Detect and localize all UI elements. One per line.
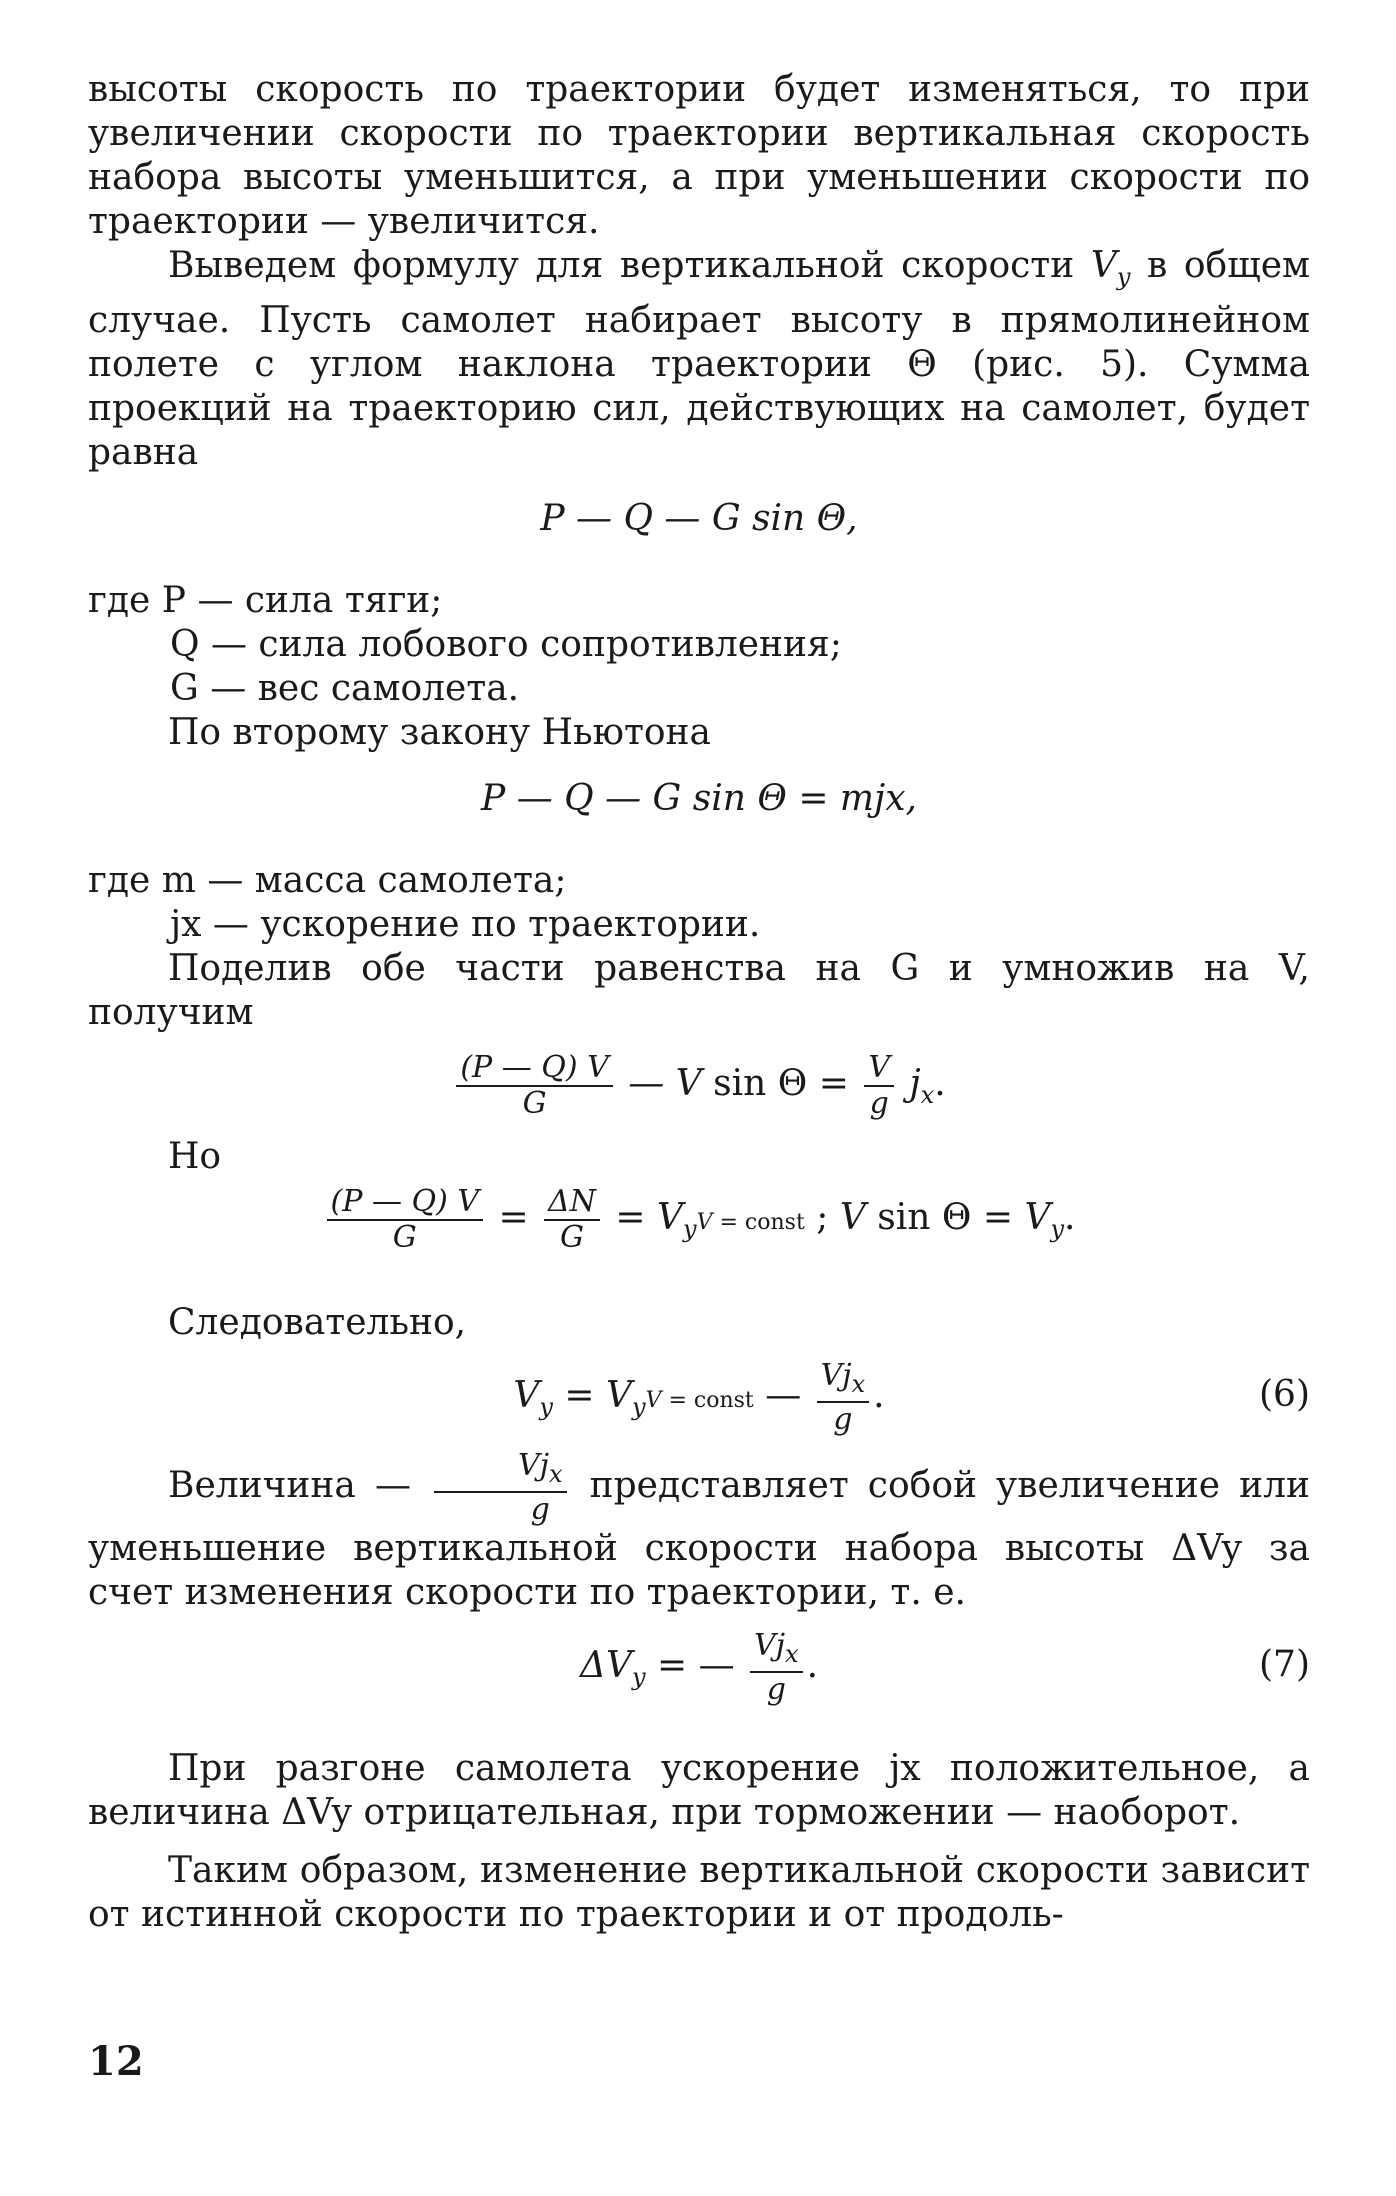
paragraph-acceleration: При разгоне самолета ускорение jx положительное, а величина ΔVy отрицательная, при торможении — наоборот. [88, 1748, 1310, 1834]
equation-7: $\Delta V_y$ = — $\frac{Vj_x}{g}$ . (7) [579, 1628, 1310, 1708]
paragraph-but: Но [168, 1136, 222, 1178]
equation-number-6: (6) [1259, 1374, 1310, 1416]
definition-thrust: где P — сила тяги; [88, 580, 443, 622]
equation-number-7: (7) [1259, 1644, 1310, 1686]
page-number: 12 [88, 2038, 144, 2085]
definition-weight: G — вес самолета. [170, 668, 520, 710]
definition-mass: где m — масса самолета; [88, 860, 567, 902]
equation-sum-forces: P — Q — G sin Θ, [540, 498, 858, 540]
page-body [88, 68, 1310, 1937]
equation-newton: P — Q — G sin Θ = mjx, [481, 778, 917, 820]
equation-6: $V_y = V_yV$ = const — $\frac{Vj_x}{g}$ . (6) [513, 1358, 1310, 1438]
equation-divided: $\frac{(P — Q) V}{G}$ — V sin Θ = $\frac{V}{g}$ $j_x$. [88, 1035, 1310, 1135]
equation-steady-climb: $\frac{(P — Q) V}{G}$ = $\frac{\Delta N}{G}$ = $V_yV$ = const ; V $\sin \Theta = V_y$. [88, 1179, 1310, 1279]
paragraph-magnitude: Величина — $\frac{Vj_x}{g}$ представляет собой увеличение или уменьшение вертикальной скорости набора высоты ΔVy за счет изменения скорости по траектории, т. е. [88, 1448, 1311, 1614]
paragraph-divide: Поделив обе части равенства на G и умножив на V, получим [88, 948, 1310, 1034]
paragraph-newton: По второму закону Ньютона [168, 712, 711, 754]
paragraph-1: высоты скорость по траектории будет изменяться, то при увеличении скорости по траектории вертикальная скорость набора высоты уменьшится, а при уменьшении скорости по траектории — увеличится. [88, 69, 1310, 242]
paragraph-2: Выведем формулу для вертикальной скорости $V_y$ в общем случае. Пусть самолет набирает высоту в прямолинейном полете с углом наклона траектории Θ (рис. 5). Сумма проекций на траекторию сил, действующих на самолет, будет равна [88, 245, 1310, 474]
paragraph-therefore: Следовательно, [168, 1302, 467, 1344]
paragraph-conclusion: Таким образом, изменение вертикальной скорости зависит от истинной скорости по траектории и от продоль- [88, 1850, 1310, 1936]
definition-drag: Q — сила лобового сопротивления; [170, 624, 842, 666]
definition-acceleration: jx — ускорение по траектории. [170, 904, 761, 946]
